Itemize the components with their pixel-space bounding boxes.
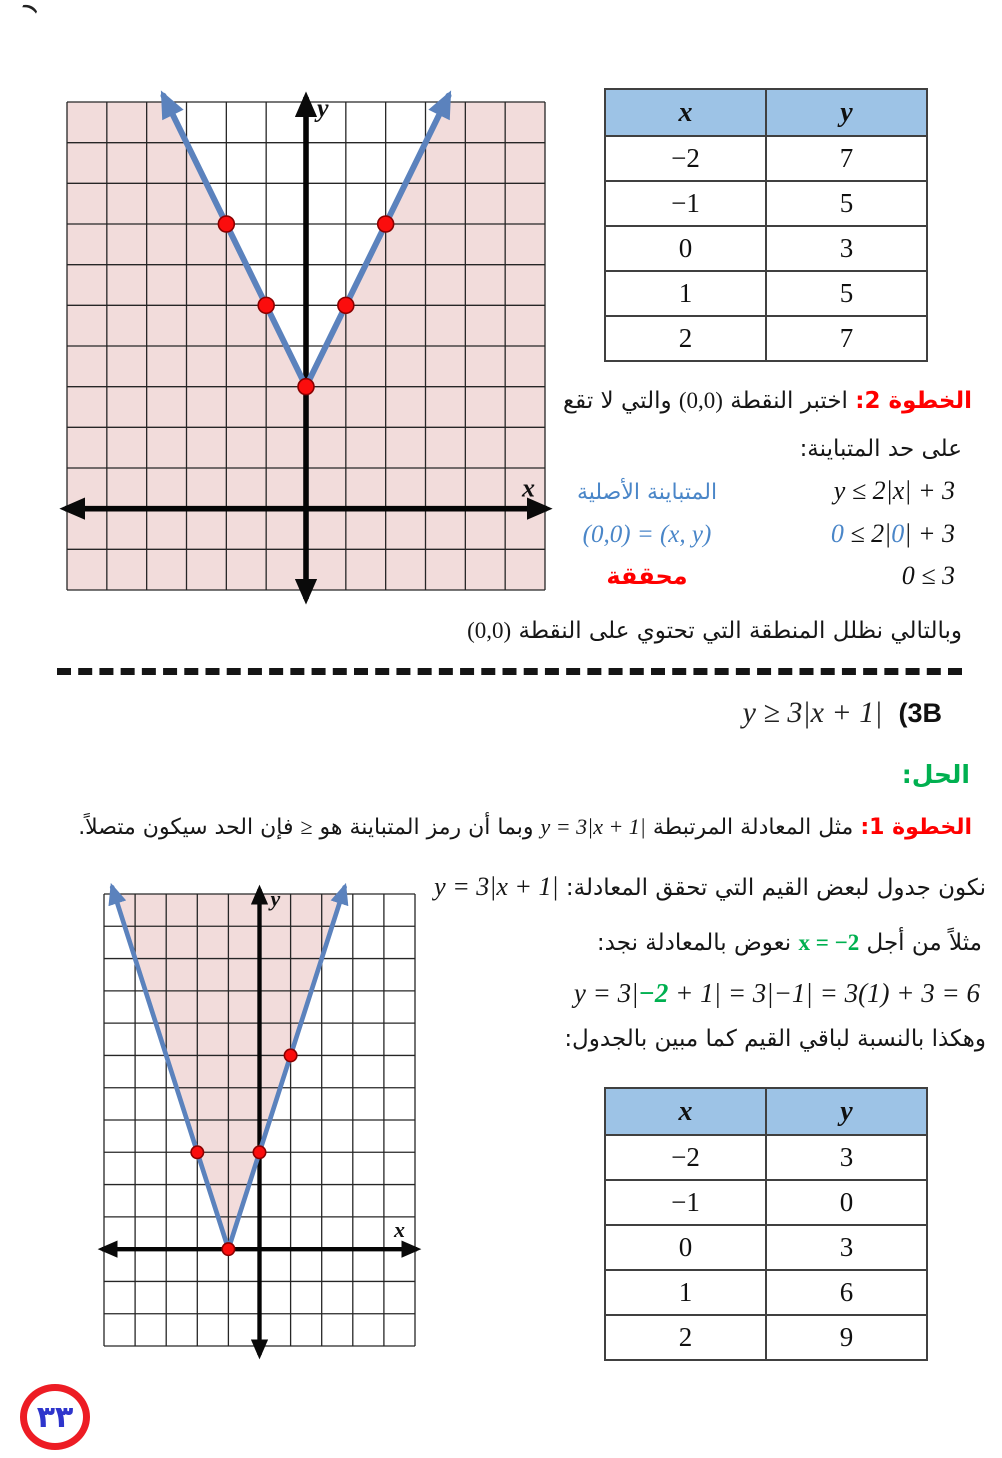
data-point (298, 379, 314, 395)
table-cell: 5 (766, 181, 927, 226)
text-segment: ≥ (300, 814, 313, 839)
table-cell: 1 (605, 271, 766, 316)
text-segment: −2 (638, 978, 669, 1008)
data-point (222, 1243, 234, 1255)
column-header: x (605, 1088, 766, 1135)
table-cell: 3 (766, 226, 927, 271)
equation-label (556, 562, 738, 590)
data-point (378, 216, 394, 232)
x-axis-label: x (522, 473, 535, 503)
table-cell: −2 (605, 136, 766, 181)
column-header: y (766, 1088, 927, 1135)
equation-label (556, 521, 738, 549)
table-cell: −1 (605, 181, 766, 226)
text-segment: y = 3|x + 1| (540, 814, 646, 839)
text-segment: x = −2 (798, 930, 860, 955)
data-point (338, 297, 354, 313)
dashed-divider (57, 668, 962, 675)
text-segment: نعوض بالمعادلة نجد: (596, 930, 799, 956)
table-row (605, 1270, 927, 1315)
text-segment: الخطوة 1: (860, 815, 972, 840)
data-point (258, 297, 274, 313)
text-segment: مثلاً من أجل (859, 930, 982, 956)
column-header: y (766, 89, 927, 136)
table-row (605, 136, 927, 181)
column-header: x (605, 89, 766, 136)
make-table-text (434, 872, 986, 902)
table-row (605, 316, 927, 361)
text-segment: اختبر النقطة (722, 388, 856, 414)
text-segment: 0 (830, 519, 844, 548)
problem-statement (743, 696, 942, 730)
step1-heading (78, 814, 972, 840)
table-row (605, 1135, 927, 1180)
table-row (605, 271, 927, 316)
table-row (605, 1315, 927, 1360)
equation-math (760, 519, 955, 549)
equation-math (760, 476, 955, 506)
text-segment: فإن الحد سيكون متصلاً. (78, 815, 301, 840)
table-row (605, 181, 927, 226)
data-point (191, 1146, 203, 1158)
equation-label (556, 480, 738, 505)
values-table-top (604, 88, 928, 362)
problem-equation: y ≥ 3|x + 1| (742, 696, 883, 729)
text-segment: | + 3 (904, 519, 955, 548)
table-cell: −1 (605, 1180, 766, 1225)
text-segment: وبالتالي نظلل المنطقة التي تحتوي على النقطة (511, 618, 962, 644)
table-cell: 0 (766, 1180, 927, 1225)
example-text (597, 930, 982, 956)
data-point (218, 216, 234, 232)
rest-values-text (564, 1026, 986, 1052)
table-cell: 7 (766, 316, 927, 361)
page-number: ٣٣ (36, 1399, 74, 1435)
calculation-line (574, 978, 980, 1009)
x-axis-label: x (394, 1217, 405, 1243)
y-axis-label: y (317, 93, 329, 123)
table-row (605, 226, 927, 271)
table-cell: 2 (605, 316, 766, 361)
table-cell: −2 (605, 1135, 766, 1180)
text-segment: نكون جدول لبعض القيم التي تحقق المعادلة: (558, 875, 986, 901)
step2-heading (563, 388, 972, 414)
table-row (605, 1180, 927, 1225)
graph-y-ge-3abs-x-plus-1 (97, 876, 422, 1364)
text-segment: الخطوة 2: (855, 388, 972, 414)
graph-y-le-2abs-x-plus-3 (60, 84, 552, 608)
text-segment: y = 3| (573, 978, 639, 1008)
table-cell: 7 (766, 136, 927, 181)
equation-math (760, 561, 955, 591)
table-cell: 2 (605, 1315, 766, 1360)
data-point (284, 1049, 296, 1061)
values-table-bottom (604, 1087, 928, 1361)
table-cell: 6 (766, 1270, 927, 1315)
text-segment: مثل المعادلة المرتبطة (645, 815, 861, 840)
text-segment: وبما أن رمز المتباينة هو (312, 815, 541, 840)
table-cell: 0 (605, 226, 766, 271)
text-segment: 0 (891, 519, 905, 548)
conclusion-text (467, 618, 962, 644)
text-segment: والتي لا تقع (562, 388, 679, 414)
y-axis-label: y (270, 886, 281, 912)
solution-label (902, 760, 970, 789)
equation-row (556, 519, 955, 549)
text-segment: y ≤ 2|x| + 3 (833, 476, 955, 505)
table-cell: 9 (766, 1315, 927, 1360)
table-cell: 5 (766, 271, 927, 316)
text-segment: المتباينة الأصلية (576, 480, 718, 505)
table-cell: 0 (605, 1225, 766, 1270)
text-segment: (0,0) (467, 618, 512, 643)
text-segment: (x, y) = (0,0) (582, 521, 712, 548)
text-segment: الحل: (901, 760, 970, 789)
text-segment: y = 3|x + 1| (434, 872, 559, 901)
step2-heading-cont (800, 436, 962, 462)
header-row (605, 1088, 927, 1135)
table-row (605, 1225, 927, 1270)
table-cell: 3 (766, 1225, 927, 1270)
equation-row (556, 476, 955, 506)
text-segment: (0,0) (678, 388, 723, 413)
text-segment: ≤ 2| (843, 519, 892, 548)
table-cell: 1 (605, 1270, 766, 1315)
text-segment: 0 ≤ 3 (901, 561, 955, 590)
problem-number: (3B (898, 698, 942, 728)
text-segment: وهكذا بالنسبة لباقي القيم كما مبين بالجدول: (564, 1026, 986, 1052)
text-segment: محققة (606, 562, 688, 590)
text-segment: + 1| = 3|−1| = 3(1) + 3 = 6 (668, 978, 980, 1008)
header-row (605, 89, 927, 136)
equation-row (556, 561, 955, 591)
table-cell: 3 (766, 1135, 927, 1180)
text-segment: على حد المتباينة: (799, 436, 962, 462)
data-point (253, 1146, 265, 1158)
corner-mark: ( (19, 0, 41, 16)
page-number-badge (20, 1384, 90, 1450)
